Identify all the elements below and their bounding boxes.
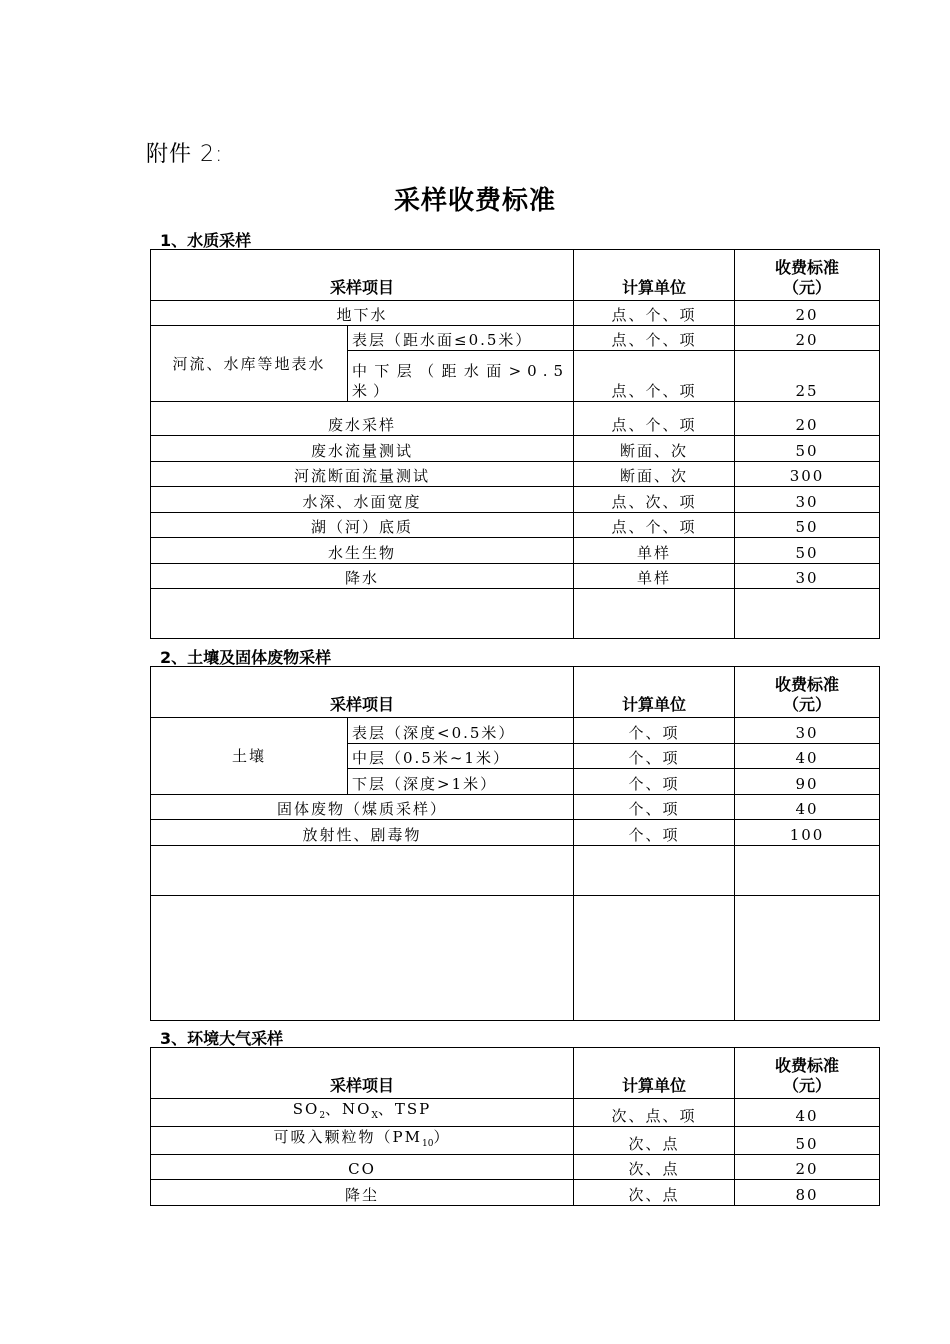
fee-cell: 20 [735, 326, 880, 351]
item-cell: 河流断面流量测试 [151, 462, 574, 487]
unit-cell: 断面、次 [574, 436, 735, 462]
unit-cell: 单样 [574, 538, 735, 564]
unit-cell: 个、项 [574, 718, 735, 744]
fee-cell: 50 [735, 1127, 880, 1155]
item-cell: 表层（深度<0.5米） [348, 718, 574, 744]
fee-cell: 90 [735, 769, 880, 795]
table-row [151, 1099, 880, 1127]
unit-cell: 点、个、项 [574, 513, 735, 538]
item-text: ） [433, 1128, 451, 1146]
section-heading-air: 3、环境大气采样 [160, 1029, 284, 1048]
page-title: 采样收费标准 [393, 186, 556, 216]
unit-cell: 点、个、项 [574, 351, 735, 402]
item-text: SO [292, 1100, 320, 1118]
annex-label: 附件 2: [146, 142, 224, 167]
unit-cell: 点、个、项 [574, 402, 735, 436]
unit-cell: 断面、次 [574, 462, 735, 487]
fee-cell: 30 [735, 564, 880, 589]
empty-row [151, 846, 880, 896]
table-header-row [151, 1048, 880, 1099]
unit-cell: 个、项 [574, 744, 735, 769]
unit-cell: 次、点 [574, 1155, 735, 1180]
water-sampling-table [150, 249, 880, 639]
empty-row [151, 589, 880, 639]
fee-cell: 20 [735, 301, 880, 326]
item-text: 、NO [325, 1100, 372, 1118]
item-cell: 水生生物 [151, 538, 574, 564]
item-cell: 废水采样 [151, 402, 574, 436]
fee-cell: 80 [735, 1180, 880, 1206]
fee-cell: 25 [735, 351, 880, 402]
empty-cell [151, 589, 574, 639]
air-sampling-table [150, 1047, 880, 1206]
header-unit: 计算单位 [574, 1048, 735, 1099]
empty-cell [735, 589, 880, 639]
section-heading-water: 1、水质采样 [160, 231, 252, 250]
table-header-row [151, 667, 880, 718]
item-cell: 下层（深度>1米） [348, 769, 574, 795]
item-cell: 中层（0.5米~1米） [348, 744, 574, 769]
table-row [151, 402, 880, 436]
unit-cell: 点、次、项 [574, 487, 735, 513]
subscript: 2 [319, 1111, 326, 1121]
empty-cell [574, 589, 735, 639]
empty-row [151, 896, 880, 1021]
table-row [151, 538, 880, 564]
fee-cell: 50 [735, 538, 880, 564]
unit-cell: 点、个、项 [574, 301, 735, 326]
unit-cell: 点、个、项 [574, 326, 735, 351]
subscript: 10 [422, 1139, 434, 1149]
item-cell: 水深、水面宽度 [151, 487, 574, 513]
empty-cell [574, 846, 735, 896]
table-row [151, 1155, 880, 1180]
item-cell: 降水 [151, 564, 574, 589]
unit-cell: 次、点 [574, 1180, 735, 1206]
item-cell: 固体废物（煤质采样） [151, 795, 574, 820]
group-cell: 土壤 [151, 718, 348, 795]
empty-cell [151, 896, 574, 1021]
fee-cell: 300 [735, 462, 880, 487]
fee-cell: 20 [735, 402, 880, 436]
fee-cell: 40 [735, 1099, 880, 1127]
empty-cell [151, 846, 574, 896]
header-fee-line2: （元） [783, 695, 832, 714]
unit-cell: 个、项 [574, 769, 735, 795]
header-item: 采样项目 [151, 667, 574, 718]
table-row [151, 795, 880, 820]
soil-sampling-table [150, 666, 880, 1021]
header-fee-line2: （元） [783, 278, 832, 297]
table-row [151, 462, 880, 487]
header-fee-line1: 收费标准 [775, 1056, 840, 1075]
fee-cell: 100 [735, 820, 880, 846]
unit-cell: 个、项 [574, 795, 735, 820]
header-unit: 计算单位 [574, 250, 735, 301]
table-row [151, 1180, 880, 1206]
item-cell: 废水流量测试 [151, 436, 574, 462]
fee-cell: 50 [735, 436, 880, 462]
fee-cell: 30 [735, 718, 880, 744]
table-row [151, 301, 880, 326]
item-cell: 地下水 [151, 301, 574, 326]
unit-cell: 单样 [574, 564, 735, 589]
header-fee-line2: （元） [783, 1076, 832, 1095]
table-row [151, 718, 880, 744]
header-fee [735, 667, 880, 718]
fee-cell: 50 [735, 513, 880, 538]
item-cell [151, 1099, 574, 1127]
unit-cell: 次、点、项 [574, 1099, 735, 1127]
header-fee [735, 250, 880, 301]
table-row [151, 820, 880, 846]
empty-cell [735, 846, 880, 896]
item-cell: 放射性、剧毒物 [151, 820, 574, 846]
item-cell: CO [151, 1155, 574, 1180]
table-row [151, 436, 880, 462]
header-fee-line1: 收费标准 [775, 675, 840, 694]
unit-cell: 次、点 [574, 1127, 735, 1155]
table-row [151, 487, 880, 513]
section-heading-soil: 2、土壤及固体废物采样 [160, 648, 332, 667]
fee-cell: 40 [735, 795, 880, 820]
item-cell [151, 1127, 574, 1155]
subscript: X [371, 1111, 378, 1121]
header-item: 采样项目 [151, 1048, 574, 1099]
table-row [151, 513, 880, 538]
item-cell: 降尘 [151, 1180, 574, 1206]
item-text: 、TSP [377, 1100, 432, 1118]
item-text: 可吸入颗粒物（PM [273, 1128, 422, 1146]
item-cell: 湖（河）底质 [151, 513, 574, 538]
table-row [151, 326, 880, 351]
fee-cell: 20 [735, 1155, 880, 1180]
fee-cell: 40 [735, 744, 880, 769]
group-cell: 河流、水库等地表水 [151, 326, 348, 402]
table-row [151, 1127, 880, 1155]
empty-cell [574, 896, 735, 1021]
table-header-row [151, 250, 880, 301]
item-cell: 表层（距水面≤0.5米） [348, 326, 574, 351]
header-fee [735, 1048, 880, 1099]
empty-cell [735, 896, 880, 1021]
table-row [151, 564, 880, 589]
unit-cell: 个、项 [574, 820, 735, 846]
header-item: 采样项目 [151, 250, 574, 301]
header-fee-line1: 收费标准 [775, 258, 840, 277]
item-cell: 中下层（距水面>0.5米） [348, 351, 574, 402]
fee-cell: 30 [735, 487, 880, 513]
header-unit: 计算单位 [574, 667, 735, 718]
